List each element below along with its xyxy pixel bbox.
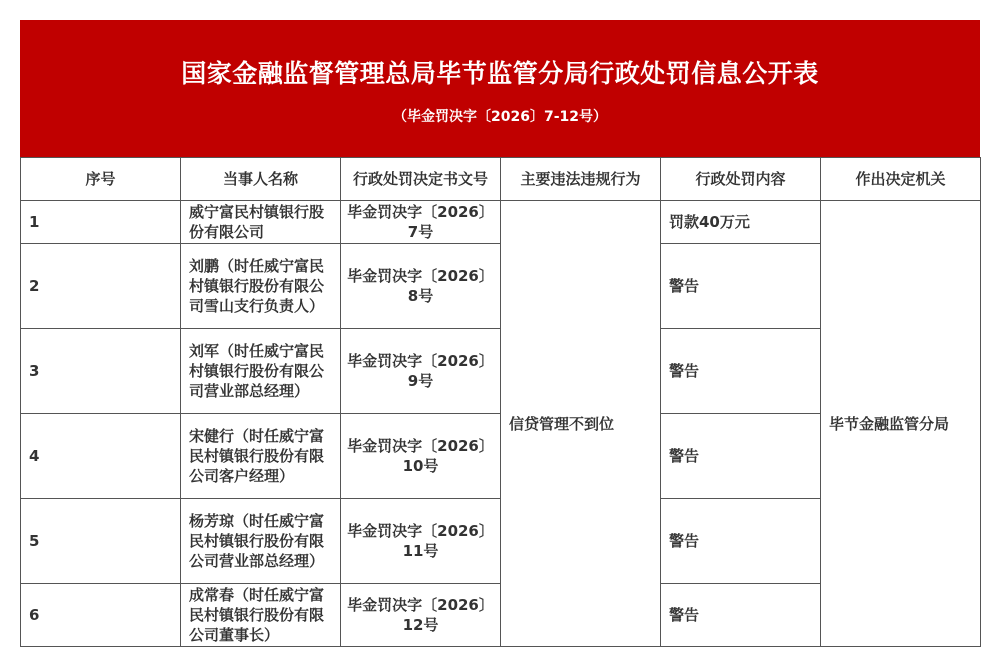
penalty-content: 警告 — [661, 244, 821, 329]
page-subtitle: （毕金罚决字〔2026〕7-12号） — [393, 109, 607, 125]
page-title: 国家金融监督管理总局毕节监管分局行政处罚信息公开表 — [181, 59, 819, 88]
row-number: 5 — [21, 499, 181, 584]
party-name: 刘鹏（时任威宁富民村镇银行股份有限公司雪山支行负责人） — [181, 244, 341, 329]
penalty-content: 罚款40万元 — [661, 201, 821, 244]
table-header-row — [21, 158, 981, 201]
row-number: 1 — [21, 201, 181, 244]
penalty-content: 警告 — [661, 414, 821, 499]
decision-number: 毕金罚决字〔2026〕10号 — [341, 414, 501, 499]
header-banner — [20, 20, 980, 157]
column-header-party: 当事人名称 — [181, 158, 341, 201]
penalty-table — [20, 157, 981, 647]
party-name: 成常春（时任威宁富民村镇银行股份有限公司董事长） — [181, 584, 341, 647]
party-name: 刘军（时任威宁富民村镇银行股份有限公司营业部总经理） — [181, 329, 341, 414]
decision-number: 毕金罚决字〔2026〕7号 — [341, 201, 501, 244]
violation-cell: 信贷管理不到位 — [501, 201, 661, 647]
penalty-content: 警告 — [661, 584, 821, 647]
row-number: 3 — [21, 329, 181, 414]
penalty-content: 警告 — [661, 329, 821, 414]
decision-number: 毕金罚决字〔2026〕9号 — [341, 329, 501, 414]
row-number: 6 — [21, 584, 181, 647]
penalty-content: 警告 — [661, 499, 821, 584]
party-name: 宋健行（时任威宁富民村镇银行股份有限公司客户经理） — [181, 414, 341, 499]
column-header-violation: 主要违法违规行为 — [501, 158, 661, 201]
decision-number: 毕金罚决字〔2026〕11号 — [341, 499, 501, 584]
row-number: 4 — [21, 414, 181, 499]
party-name: 威宁富民村镇银行股份有限公司 — [181, 201, 341, 244]
table-row — [21, 201, 981, 244]
authority-cell: 毕节金融监管分局 — [821, 201, 981, 647]
row-number: 2 — [21, 244, 181, 329]
column-header-authority: 作出决定机关 — [821, 158, 981, 201]
decision-number: 毕金罚决字〔2026〕8号 — [341, 244, 501, 329]
party-name: 杨芳琼（时任威宁富民村镇银行股份有限公司营业部总经理） — [181, 499, 341, 584]
column-header-content: 行政处罚内容 — [661, 158, 821, 201]
column-header-doc: 行政处罚决定书文号 — [341, 158, 501, 201]
column-header-no: 序号 — [21, 158, 181, 201]
decision-number: 毕金罚决字〔2026〕12号 — [341, 584, 501, 647]
